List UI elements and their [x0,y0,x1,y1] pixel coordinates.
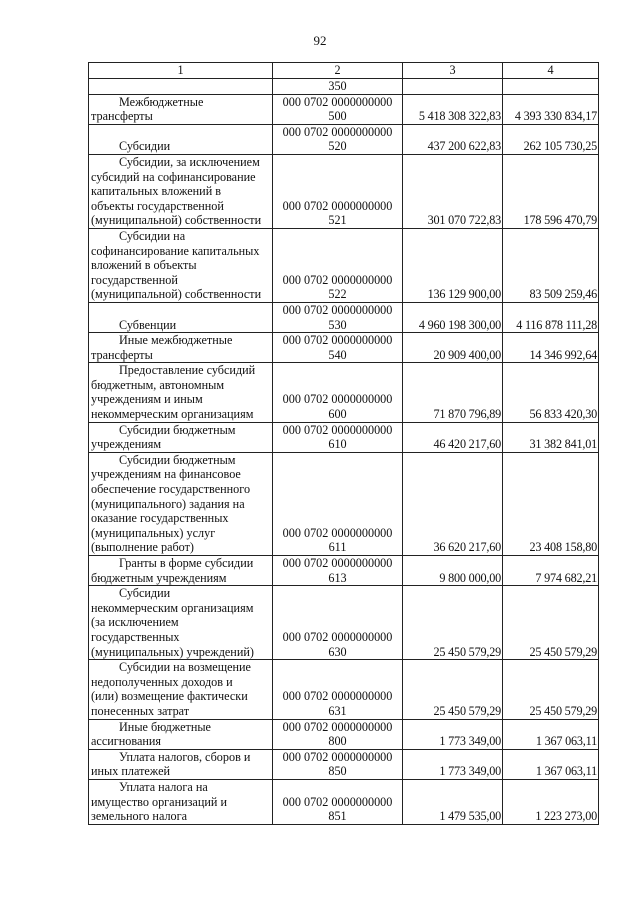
budget-code-cell [273,302,403,332]
budget-code-line: 000 0702 0000000000 [282,629,393,644]
page-number: 92 [313,33,327,48]
item-name-line: учреждениям на финансовое [91,467,241,482]
budget-code-cell [273,586,403,660]
item-name-line: государственной [91,272,178,287]
table-row [89,94,599,124]
item-name-line: (муниципальных) услуг [91,525,216,540]
approved-amount-cell: 1 479 535,00 [403,779,503,824]
table-row [89,660,599,719]
carry-col3-cell [403,79,503,95]
table-row [89,154,599,228]
item-name-line: Иные бюджетные [119,719,211,734]
item-name-line: (выполнение работ) [91,540,194,555]
item-name-cell [89,749,273,779]
item-name-cell [89,660,273,719]
approved-amount-cell: 301 070 722,83 [403,154,503,228]
executed-amount-cell: 178 596 470,79 [503,154,599,228]
item-name-line: (муниципальной) собственности [91,287,262,302]
approved-amount-cell: 36 620 217,60 [403,452,503,555]
item-name-line: Субсидии, за исключением [119,154,260,169]
budget-code-line: 000 0702 0000000000 [282,689,393,704]
item-name-line: Субсидии на [119,228,186,243]
item-name-line: субсидий на софинансирование [91,169,256,184]
table-row [89,556,599,586]
item-name-line: Предоставление субсидий [119,363,256,378]
item-name-line: (муниципальных) учреждений) [91,644,254,659]
item-name-line: учреждениям и иным [91,392,203,407]
approved-amount-cell: 136 129 900,00 [403,228,503,302]
budget-code-cell [273,452,403,555]
item-name-line: бюджетным, автономным [91,377,225,392]
budget-code-line: 000 0702 0000000000 [282,525,393,540]
budget-code-line: 000 0702 0000000000 [282,302,393,317]
budget-code-cell [273,749,403,779]
table-row [89,302,599,332]
item-name-line: объекты государственной [91,198,224,213]
table-row [89,124,599,154]
item-name-cell [89,719,273,749]
item-name-line: имущество организаций и [91,794,227,809]
item-name-cell [89,228,273,302]
item-name-cell [89,779,273,824]
budget-code-line: 850 [328,764,347,779]
item-name-line: земельного налога [91,809,188,824]
item-name-line: недополученных доходов и [91,674,233,689]
item-name-line: Субсидии [119,586,171,601]
executed-amount-cell: 262 105 730,25 [503,124,599,154]
item-name-line: (или) возмещение фактически [91,689,248,704]
item-name-cell [89,333,273,363]
carry-code-cell: 350 [273,79,403,95]
item-name-line: бюджетным учреждениям [91,570,227,585]
column-header-1: 1 [89,63,273,79]
item-name-line: некоммерческим организациям [91,407,254,422]
item-name-line: государственных [91,629,180,644]
item-name-line: Субвенции [119,317,177,332]
budget-code-line: 610 [328,437,347,452]
item-name-line: Субсидии бюджетным [119,452,236,467]
item-name-line: капитальных вложений в [91,184,222,199]
budget-table [88,62,599,825]
item-name-line: (муниципального) задания на [91,496,245,511]
item-name-line: Субсидии [119,139,171,154]
budget-code-line: 000 0702 0000000000 [282,719,393,734]
item-name-line: Межбюджетные [119,94,204,109]
budget-code-line: 521 [328,213,347,228]
executed-amount-cell: 4 116 878 111,28 [503,302,599,332]
item-name-line: Субсидии бюджетным [119,422,236,437]
executed-amount-cell: 25 450 579,29 [503,586,599,660]
item-name-line: некоммерческим организациям [91,600,254,615]
budget-code-line: 000 0702 0000000000 [282,94,393,109]
budget-code-line: 000 0702 0000000000 [282,794,393,809]
approved-amount-cell: 5 418 308 322,83 [403,94,503,124]
executed-amount-cell: 56 833 420,30 [503,363,599,422]
approved-amount-cell: 4 960 198 300,00 [403,302,503,332]
item-name-cell [89,302,273,332]
approved-amount-cell: 25 450 579,29 [403,586,503,660]
budget-code-line: 000 0702 0000000000 [282,422,393,437]
budget-code-line: 630 [328,644,347,659]
item-name-line: ассигнования [91,734,162,749]
table-row [89,779,599,824]
budget-code-cell [273,556,403,586]
item-name-line: софинансирование капитальных [91,243,260,258]
budget-code-cell [273,363,403,422]
approved-amount-cell: 1 773 349,00 [403,749,503,779]
approved-amount-cell: 9 800 000,00 [403,556,503,586]
carry-over-row [89,79,599,95]
item-name-line: обеспечение государственного [91,482,251,497]
budget-code-line: 000 0702 0000000000 [282,124,393,139]
item-name-line: оказание государственных [91,511,229,526]
table-row [89,422,599,452]
budget-code-cell [273,228,403,302]
budget-code-cell [273,660,403,719]
executed-amount-cell: 31 382 841,01 [503,422,599,452]
table-row [89,228,599,302]
budget-code-line: 000 0702 0000000000 [282,333,393,348]
item-name-cell [89,556,273,586]
budget-code-cell [273,94,403,124]
column-header-4: 4 [503,63,599,79]
item-name-line: Субсидии на возмещение [119,660,251,675]
item-name-line: трансферты [91,347,153,362]
budget-code-line: 000 0702 0000000000 [282,556,393,570]
approved-amount-cell: 25 450 579,29 [403,660,503,719]
executed-amount-cell: 83 509 259,46 [503,228,599,302]
item-name-line: учреждениям [91,437,162,452]
item-name-line: Гранты в форме субсидии [119,556,254,570]
item-name-cell [89,94,273,124]
budget-code-cell [273,333,403,363]
item-name-cell [89,422,273,452]
item-name-line: Иные межбюджетные [119,333,233,348]
budget-code-line: 000 0702 0000000000 [282,272,393,287]
budget-code-line: 600 [328,407,347,422]
item-name-line: вложений в объекты [91,258,197,273]
executed-amount-cell: 1 367 063,11 [503,719,599,749]
executed-amount-cell: 23 408 158,80 [503,452,599,555]
budget-code-cell [273,154,403,228]
item-name-cell [89,452,273,555]
carry-col4-cell [503,79,599,95]
executed-amount-cell: 1 367 063,11 [503,749,599,779]
budget-code-line: 000 0702 0000000000 [282,198,393,213]
approved-amount-cell: 71 870 796,89 [403,363,503,422]
budget-code-line: 613 [328,570,347,585]
executed-amount-cell: 4 393 330 834,17 [503,94,599,124]
item-name-cell [89,154,273,228]
approved-amount-cell: 1 773 349,00 [403,719,503,749]
budget-code-line: 522 [328,287,347,302]
item-name-cell [89,363,273,422]
budget-code-line: 000 0702 0000000000 [282,749,393,764]
table-row [89,452,599,555]
table-row [89,749,599,779]
budget-code-line: 540 [328,347,347,362]
item-name-line: Уплата налога на [119,779,208,794]
approved-amount-cell: 437 200 622,83 [403,124,503,154]
item-name-line: понесенных затрат [91,703,190,718]
carry-name-cell [89,79,273,95]
executed-amount-cell: 25 450 579,29 [503,660,599,719]
item-name-line: иных платежей [91,764,170,779]
item-name-line: (за исключением [91,615,179,630]
approved-amount-cell: 20 909 400,00 [403,333,503,363]
executed-amount-cell: 14 346 992,64 [503,333,599,363]
budget-code-line: 530 [328,317,347,332]
budget-code-line: 000 0702 0000000000 [282,392,393,407]
executed-amount-cell: 7 974 682,21 [503,556,599,586]
budget-code-cell [273,422,403,452]
column-header-2: 2 [273,63,403,79]
executed-amount-cell: 1 223 273,00 [503,779,599,824]
table-row [89,719,599,749]
budget-code-line: 631 [328,703,347,718]
budget-code-cell [273,124,403,154]
item-name-line: трансферты [91,109,153,124]
budget-code-line: 851 [328,809,347,824]
budget-code-cell [273,719,403,749]
budget-code-cell [273,779,403,824]
item-name-line: (муниципальной) собственности [91,213,262,228]
item-name-cell [89,124,273,154]
table-row [89,586,599,660]
budget-code-line: 800 [328,734,347,749]
column-header-3: 3 [403,63,503,79]
item-name-cell [89,586,273,660]
item-name-line: Уплата налогов, сборов и [119,749,251,764]
budget-code-line: 500 [328,109,347,124]
approved-amount-cell: 46 420 217,60 [403,422,503,452]
budget-code-line: 520 [328,139,347,154]
table-row [89,333,599,363]
budget-code-line: 611 [328,540,347,555]
table-row [89,363,599,422]
header-row [89,63,599,79]
